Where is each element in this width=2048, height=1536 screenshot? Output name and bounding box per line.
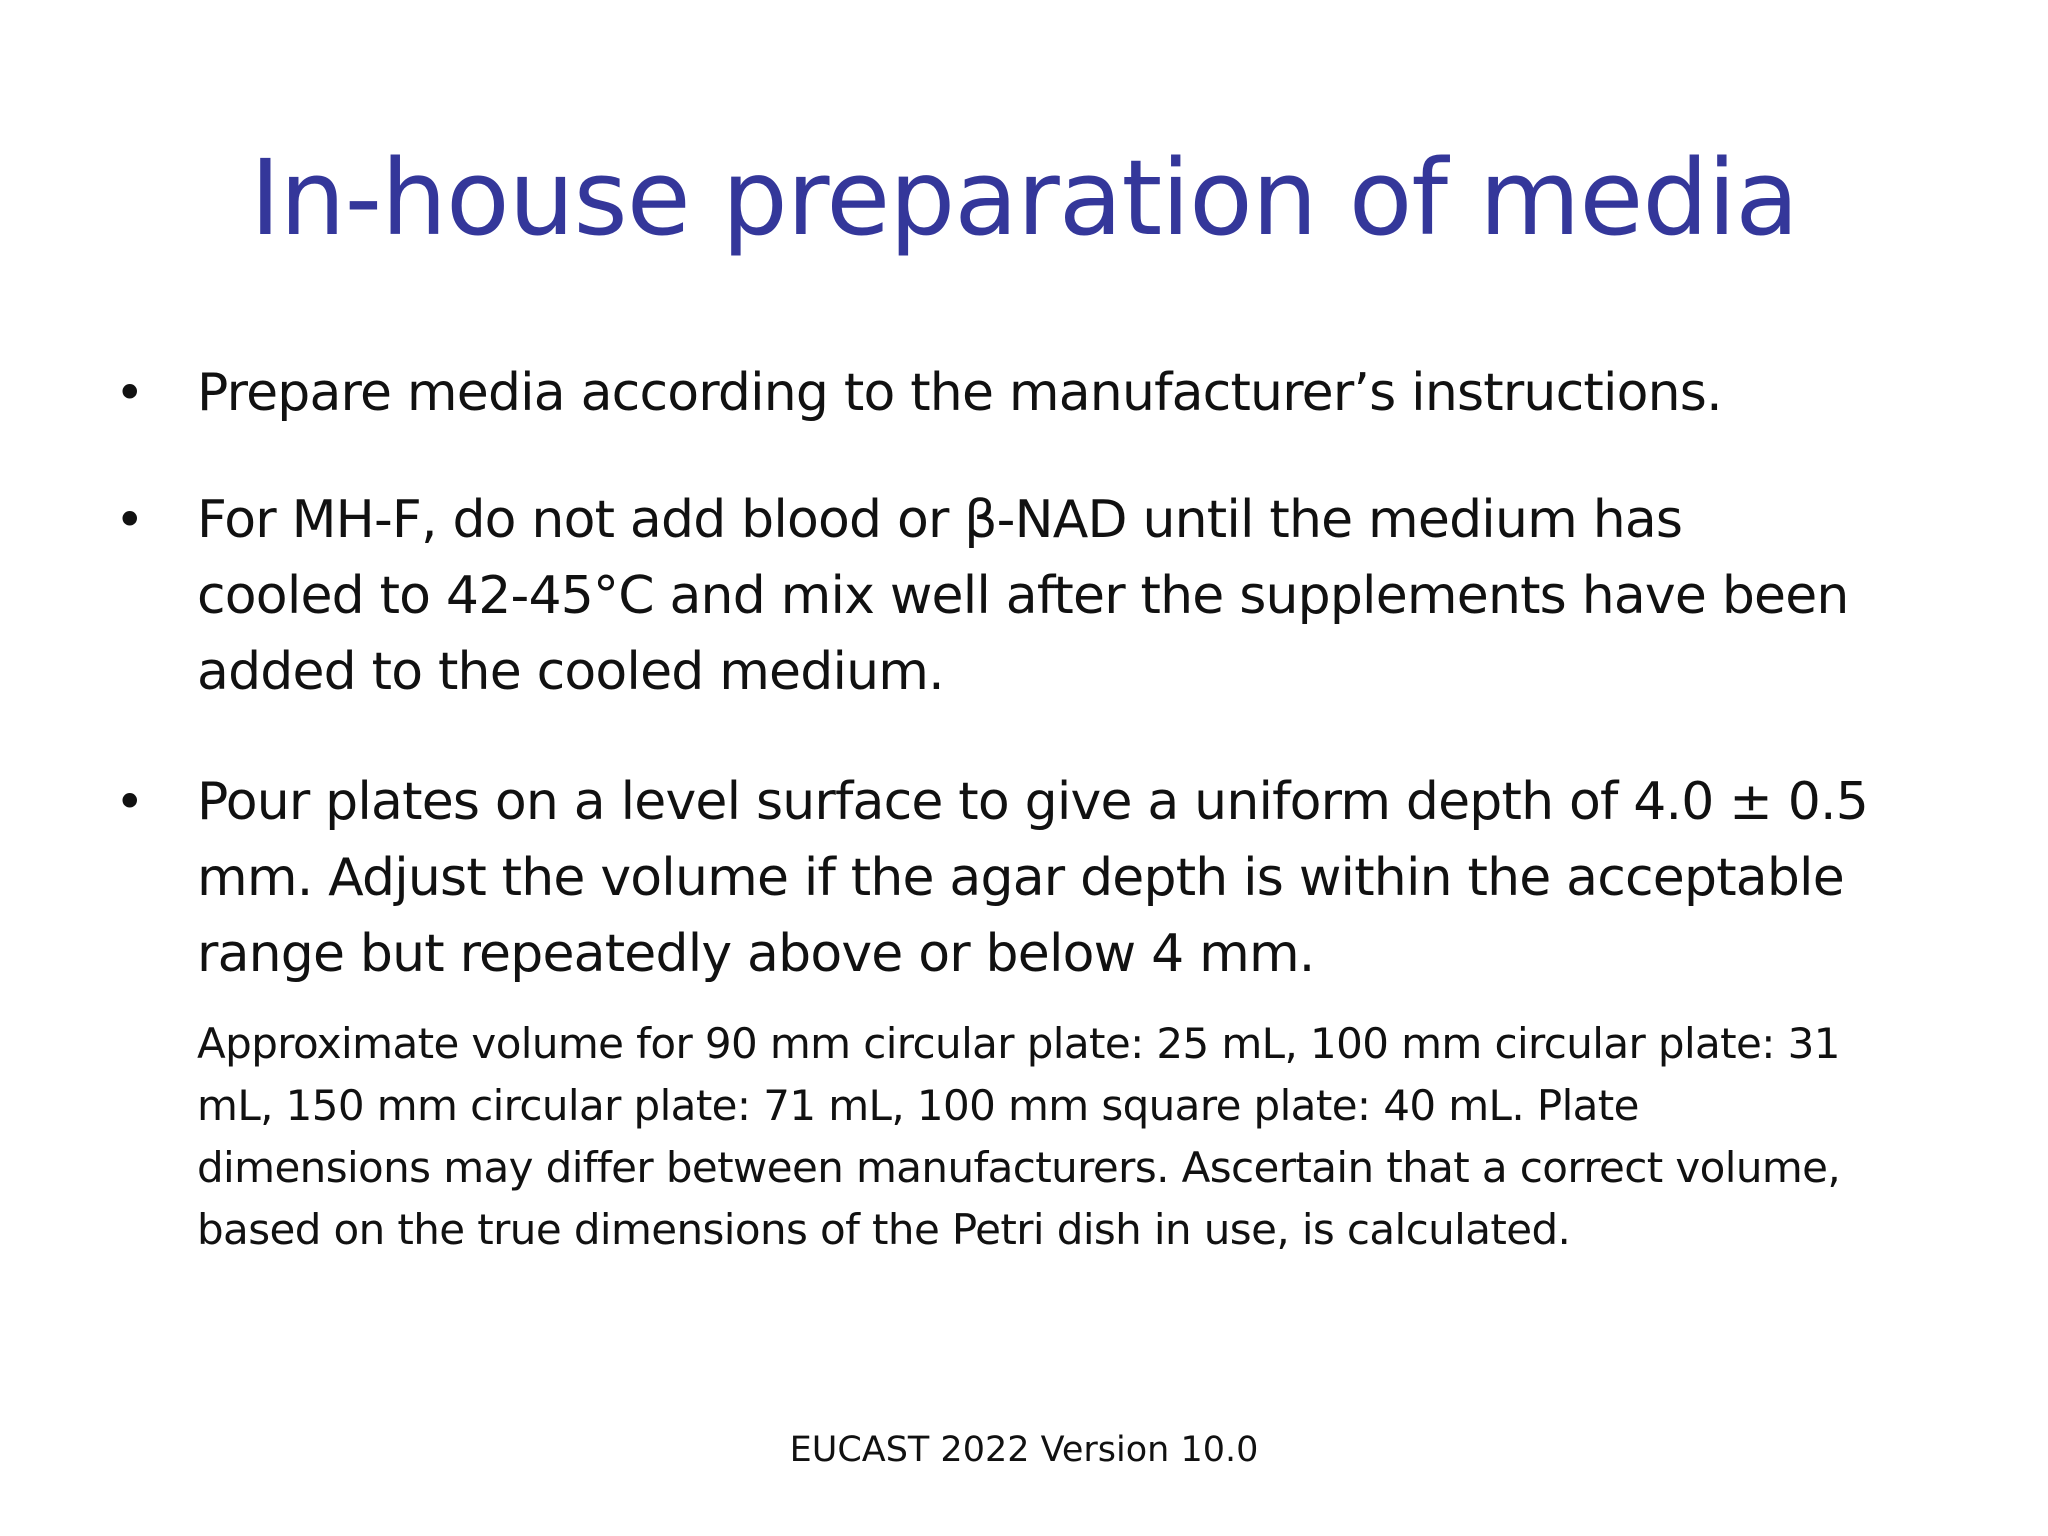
bullet-marker: • xyxy=(115,491,145,549)
bullet-item xyxy=(115,355,1897,431)
bullet-text: For MH-F, do not add blood or β-NAD until the medium has cooled to 42-45°C and mix well after the supplements have been added to the cooled medium. xyxy=(197,490,1849,702)
bullet-item xyxy=(115,482,1897,710)
slide-title: In-house preparation of media xyxy=(249,137,1798,259)
bullet-item xyxy=(115,764,1897,992)
slide-footer: EUCAST 2022 Version 10.0 xyxy=(789,1430,1259,1470)
bullet-text: Pour plates on a level surface to give a uniform depth of 4.0 ± 0.5 mm. Adjust the volume if the agar depth is within the acceptable range but repeatedly above or below 4 mm. xyxy=(197,772,1869,984)
volume-note: Approximate volume for 90 mm circular plate: 25 mL, 100 mm circular plate: 31 mL, 150 mm circular plate: 71 mL, 100 mm square plate: 40 mL. Plate dimensions may differ between manufacturers. Ascertain that a correct volume, based on the true dimensions of the Petri dish in use, is calculated. xyxy=(197,1019,1841,1254)
bullet-marker: • xyxy=(115,773,145,831)
bullet-marker: • xyxy=(115,364,145,422)
bullet-text: Prepare media according to the manufacturer’s instructions. xyxy=(197,363,1722,423)
